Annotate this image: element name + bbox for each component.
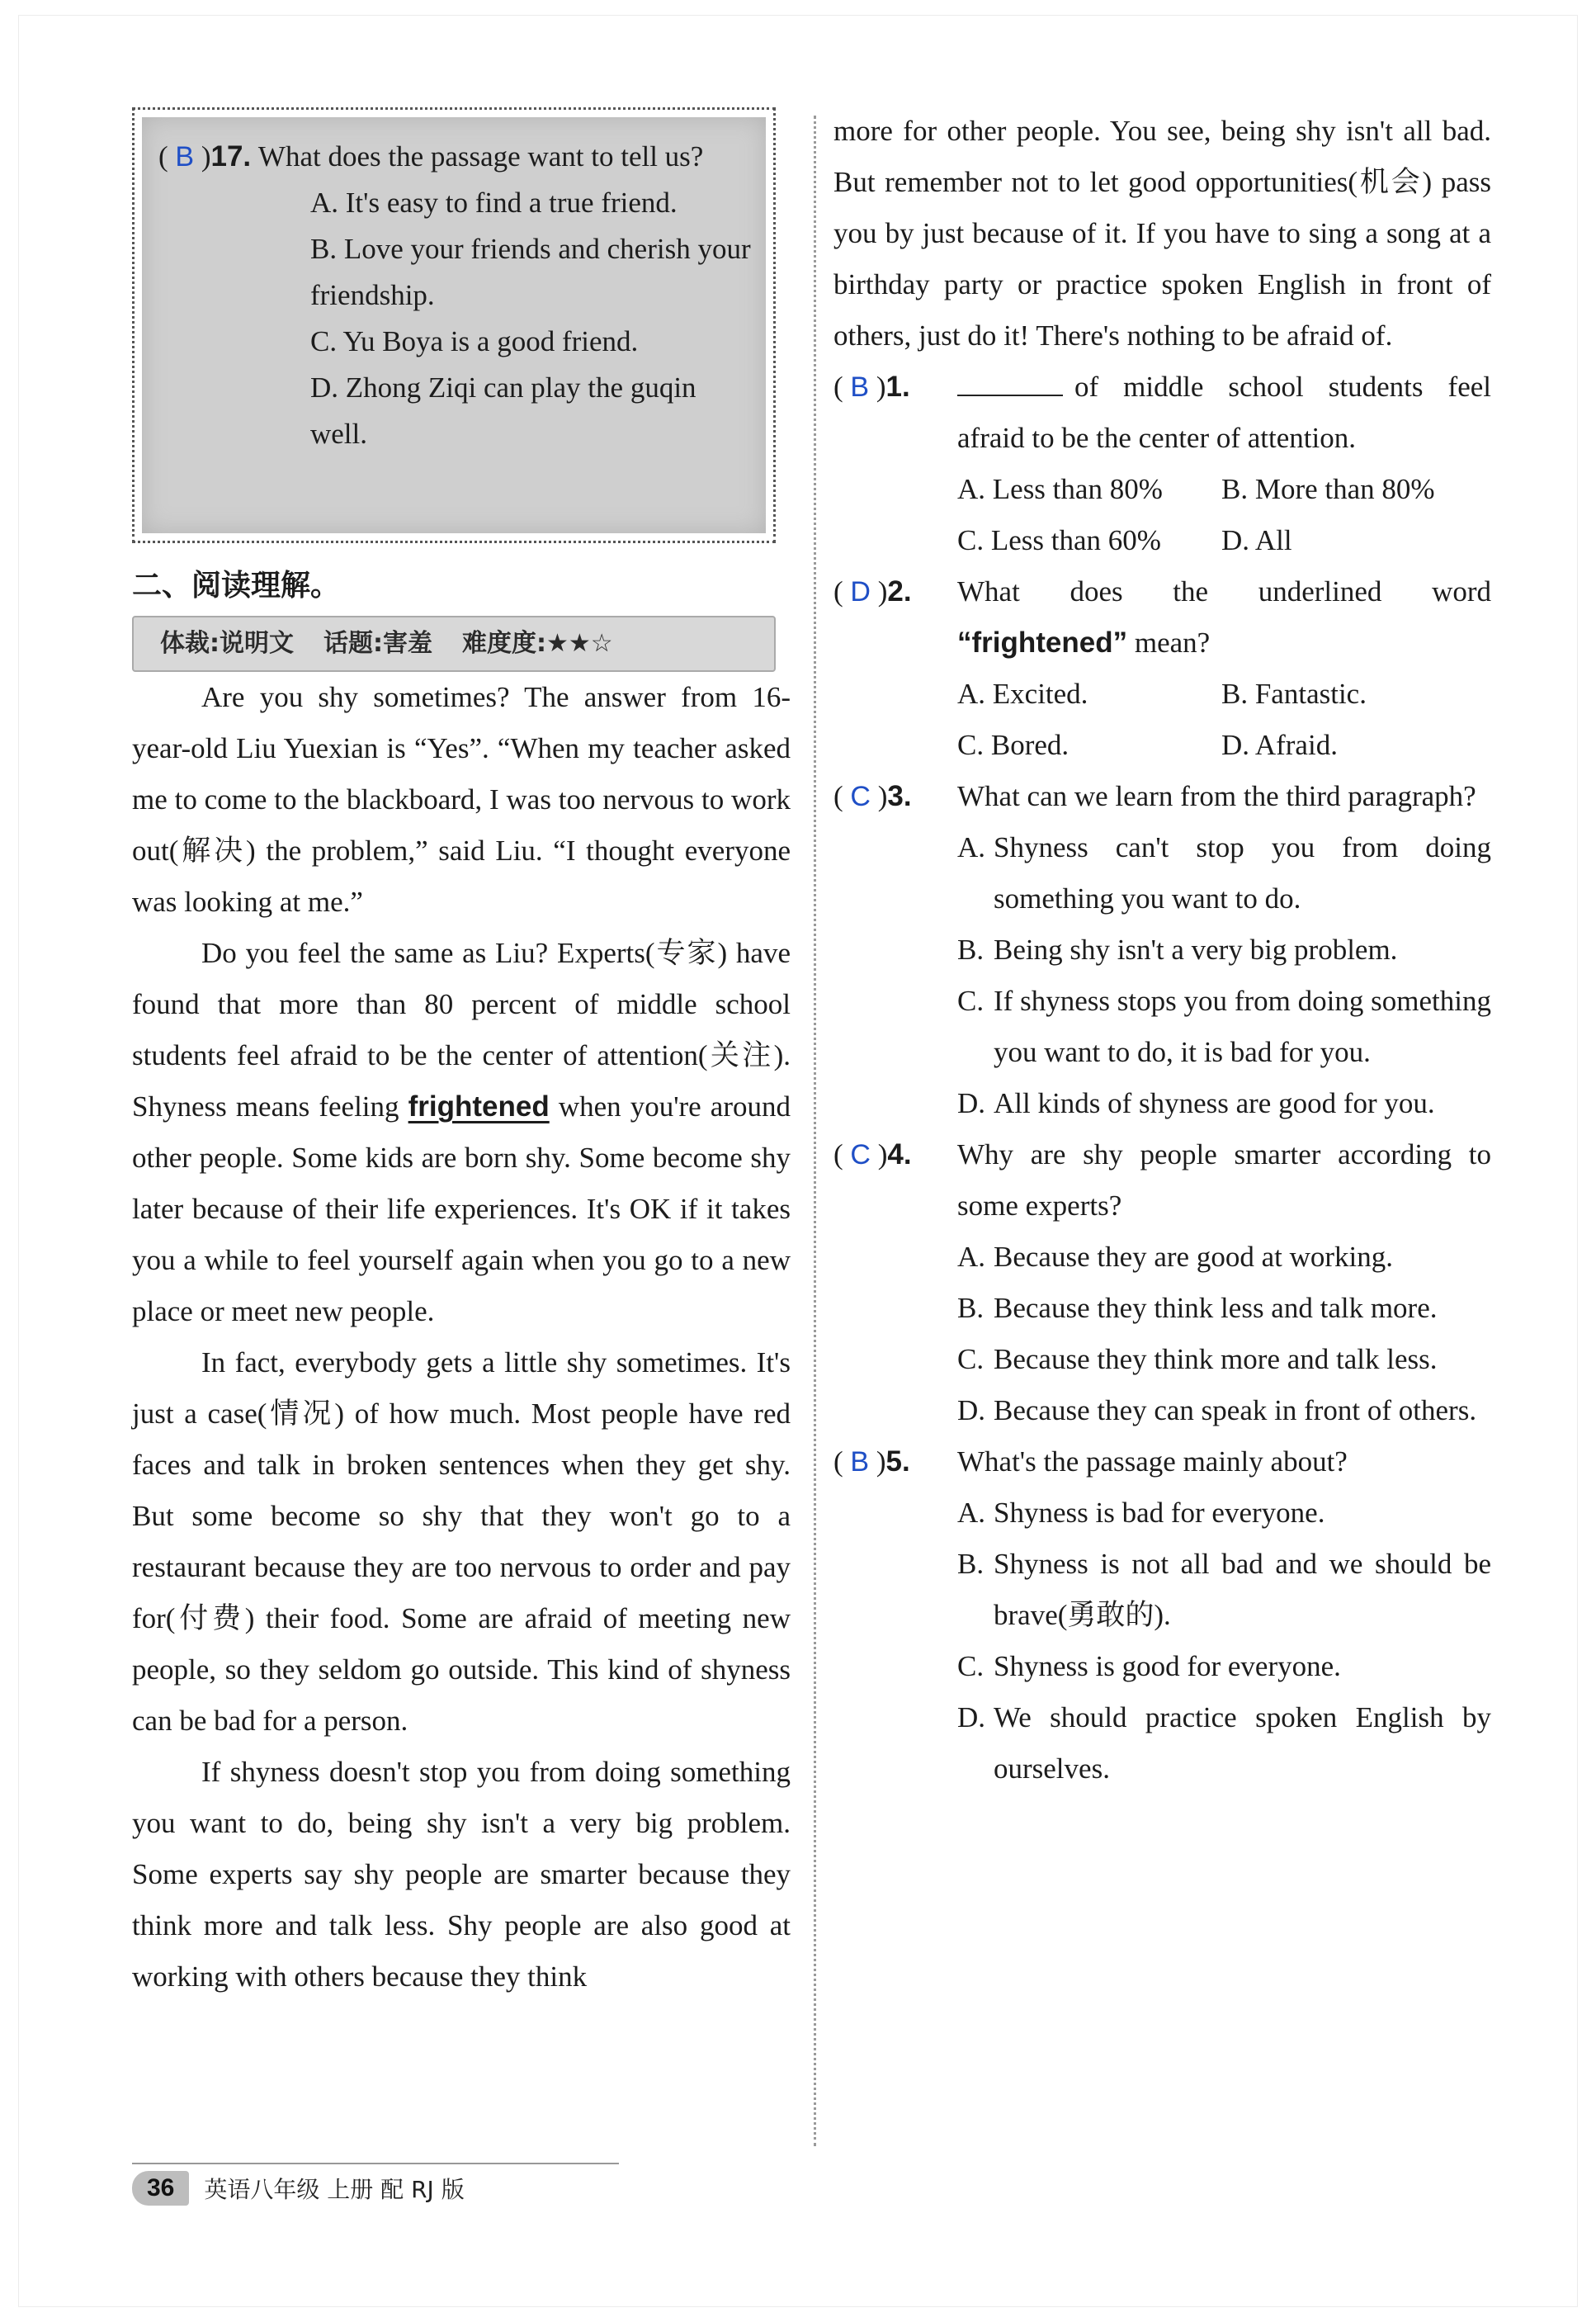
question-number-17: 17.	[210, 140, 252, 173]
answer-2: D	[850, 576, 871, 608]
question-5: ( B )5. What's the passage mainly about?	[833, 1436, 1491, 1487]
question-4: ( C )4. Why are shy people smarter according to some experts?	[833, 1129, 1491, 1232]
question-17-box	[132, 107, 776, 543]
question-2-option-c: C. Bored.	[957, 729, 1070, 761]
question-2-option-b: B. Fantastic.	[1221, 678, 1367, 710]
book-title: 英语八年级 上册 配 RJ 版	[204, 2176, 465, 2203]
passage-paragraph-3: In fact, everybody gets a little shy sometimes. It's just a case(情况) of how much. Most people have red faces and talk in broken sentences when they get shy. But some become so shy that they won't go to a restaurant because they are too nervous to order and pay for(付费) their food. Some are afraid of meeting new people, so they seldom go outside. This kind of shyness can be bad for a person.	[132, 1346, 791, 1737]
section-title: 二、阅读理解。	[132, 569, 341, 603]
question-5-option-a: Shyness is bad for everyone.	[994, 1497, 1325, 1529]
question-4-option-c: Because they think more and talk less.	[994, 1343, 1438, 1375]
question-17-option-b: B. Love your friends and cherish your friendship.	[310, 233, 751, 311]
answer-4: C	[850, 1139, 871, 1170]
question-4-options: A. Because they are good at working. B. Because they think less and talk more. C. Because they think more and talk less. D. Because they can speak in front of others.	[833, 1232, 1491, 1436]
question-3-option-d: All kinds of shyness are good for you.	[994, 1087, 1435, 1119]
question-17-panel	[142, 117, 766, 533]
question-2-options	[833, 669, 1491, 771]
passage-info-banner	[132, 616, 776, 672]
right-column	[833, 106, 1491, 1795]
question-3-option-a: Shyness can't stop you from doing something you want to do.	[994, 831, 1491, 915]
passage-paragraph-1: Are you shy sometimes? The answer from 16-year-old Liu Yuexian is “Yes”. “When my teacher asked me to come to the blackboard, I was too nervous to work out(解决) the problem,” said Liu. “I thought everyone was looking at me.”	[132, 681, 791, 918]
question-5-stem: What's the passage mainly about?	[957, 1445, 1348, 1478]
answer-3: C	[850, 781, 871, 812]
question-1-stem: of middle school students feel afraid to be the center of attention.	[957, 371, 1491, 454]
difficulty-label: 难度度:★★☆	[462, 629, 613, 658]
question-17: ( B ) 17. What does the passage want to tell us?	[158, 134, 751, 180]
question-5-option-d: We should practice spoken English by ourselves.	[994, 1701, 1491, 1785]
question-2: ( D )2. What does the underlined word “frightened” mean?	[833, 575, 1491, 659]
question-1: ( B )1. of middle school students feel afraid to be the center of attention.	[833, 371, 1491, 454]
question-5-option-c: Shyness is good for everyone.	[994, 1650, 1341, 1682]
question-1-option-d: D. All	[1221, 524, 1292, 556]
question-3: ( C )3. What can we learn from the third paragraph?	[833, 771, 1491, 822]
column-divider	[814, 116, 816, 2146]
answer-1: B	[850, 371, 870, 403]
question-4-option-a: Because they are good at working.	[994, 1241, 1394, 1273]
footer-rule	[132, 2163, 619, 2164]
page-number: 36	[132, 2171, 189, 2206]
question-3-stem: What can we learn from the third paragraph?	[957, 780, 1476, 812]
topic-label: 话题:害羞	[323, 629, 432, 658]
question-2-option-d: D. Afraid.	[1221, 729, 1338, 761]
question-1-option-b: B. More than 80%	[1221, 473, 1435, 505]
question-2-option-a: A. Excited.	[957, 678, 1088, 710]
passage-paragraph-4: If shyness doesn't stop you from doing something you want to do, being shy isn't a very big problem. Some experts say shy people are smarter because they think more and talk less. Shy people are also good at working with others because they think	[132, 1756, 791, 1993]
question-4-option-b: Because they think less and talk more.	[994, 1292, 1438, 1324]
question-17-option-a: A. It's easy to find a true friend.	[310, 187, 678, 219]
question-1-option-c: C. Less than 60%	[957, 524, 1161, 556]
question-4-stem: Why are shy people smarter according to some experts?	[957, 1138, 1491, 1222]
answer-17: B	[175, 141, 195, 173]
question-3-options: A. Shyness can't stop you from doing something you want to do. B. Being shy isn't a very big problem. C. If shyness stops you from doing something you want to do, it is bad for you. D. All kinds of shyness are good for you.	[833, 822, 1491, 1129]
question-1-options	[833, 464, 1491, 566]
question-3-option-c: If shyness stops you from doing something you want to do, it is bad for you.	[994, 985, 1491, 1068]
genre-label: 体裁:说明文	[160, 629, 294, 658]
answer-5: B	[850, 1446, 870, 1478]
answer-blank	[957, 370, 1063, 396]
page-footer	[132, 2171, 465, 2206]
passage-paragraph-2: Do you feel the same as Liu? Experts(专家) have found that more than 80 percent of middle school students feel afraid to be the center of attention(关注). Shyness means feeling frightened when you're around other people. Some kids are born shy. Some become shy later because of their life experiences. It's OK if it takes you a while to feel yourself again when you go to a new place or meet new people.	[132, 937, 791, 1327]
underlined-word: frightened	[408, 1090, 550, 1123]
question-1-option-a: A. Less than 80%	[957, 473, 1163, 505]
left-column	[132, 107, 791, 2003]
question-3-option-b: Being shy isn't a very big problem.	[994, 934, 1398, 966]
question-5-option-b: Shyness is not all bad and we should be brave(勇敢的).	[994, 1548, 1491, 1631]
question-17-stem: What does the passage want to tell us?	[257, 140, 704, 173]
question-5-options: A. Shyness is bad for everyone. B. Shyness is not all bad and we should be brave(勇敢的). C. Shyness is good for everyone. D. We should practice spoken English by ourselves.	[833, 1487, 1491, 1795]
question-17-option-d: D. Zhong Ziqi can play the guqin well.	[310, 371, 696, 450]
question-17-option-c: C. Yu Boya is a good friend.	[310, 325, 639, 357]
passage-paragraph-4-continued: more for other people. You see, being shy isn't all bad. But remember not to let good opportunities(机会) pass you by just because of it. If you have to sing a song at a birthday party or practice spoken English in front of others, just do it! There's nothing to be afraid of.	[833, 115, 1491, 352]
quoted-word: “frightened”	[957, 627, 1128, 659]
question-4-option-d: Because they can speak in front of others.	[994, 1394, 1477, 1426]
